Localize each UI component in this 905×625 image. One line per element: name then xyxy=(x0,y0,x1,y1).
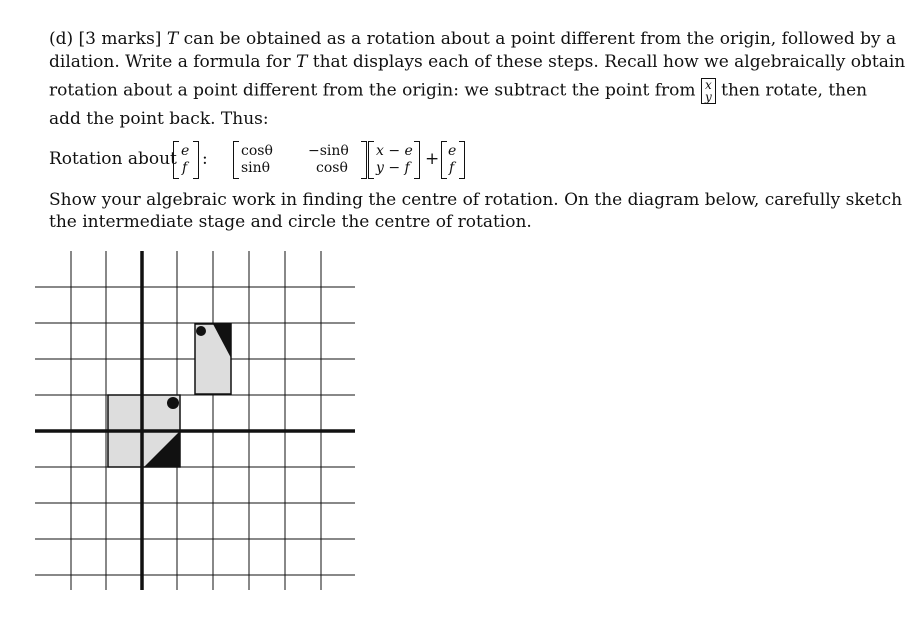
upper-shape-dot xyxy=(196,326,206,336)
question-line-3: rotation about a point different from the origin: we subtract the point from x y then rotate, then xyxy=(49,78,868,104)
question-line-4: add the point back. Thus: xyxy=(49,109,269,129)
instructions-line-1: Show your algebraic work in finding the centre of rotation. On the diagram below, carefully sketch xyxy=(49,190,903,210)
formula-colon: : xyxy=(202,149,208,169)
center-point-vector: e f xyxy=(173,141,199,177)
question-line-2: dilation. Write a formula for T that displays each of these steps. Recall how we algebraically obtain xyxy=(49,52,905,72)
instructions-line-2: the intermediate stage and circle the centre of rotation. xyxy=(49,212,532,232)
rotation-matrix: cosθ −sinθ sinθ cosθ xyxy=(233,141,367,179)
grid-lines xyxy=(35,251,355,590)
formula-label: Rotation about xyxy=(49,149,177,169)
plus-sign: + xyxy=(425,149,440,169)
question-line-1: (d) [3 marks] T can be obtained as a rotation about a point different from the origin, followed by a xyxy=(49,29,897,49)
vector-xy: x y xyxy=(701,78,716,104)
lower-shape-dot xyxy=(167,397,179,409)
difference-vector: x − e y − f xyxy=(368,141,420,177)
add-back-vector: e f xyxy=(441,141,465,177)
